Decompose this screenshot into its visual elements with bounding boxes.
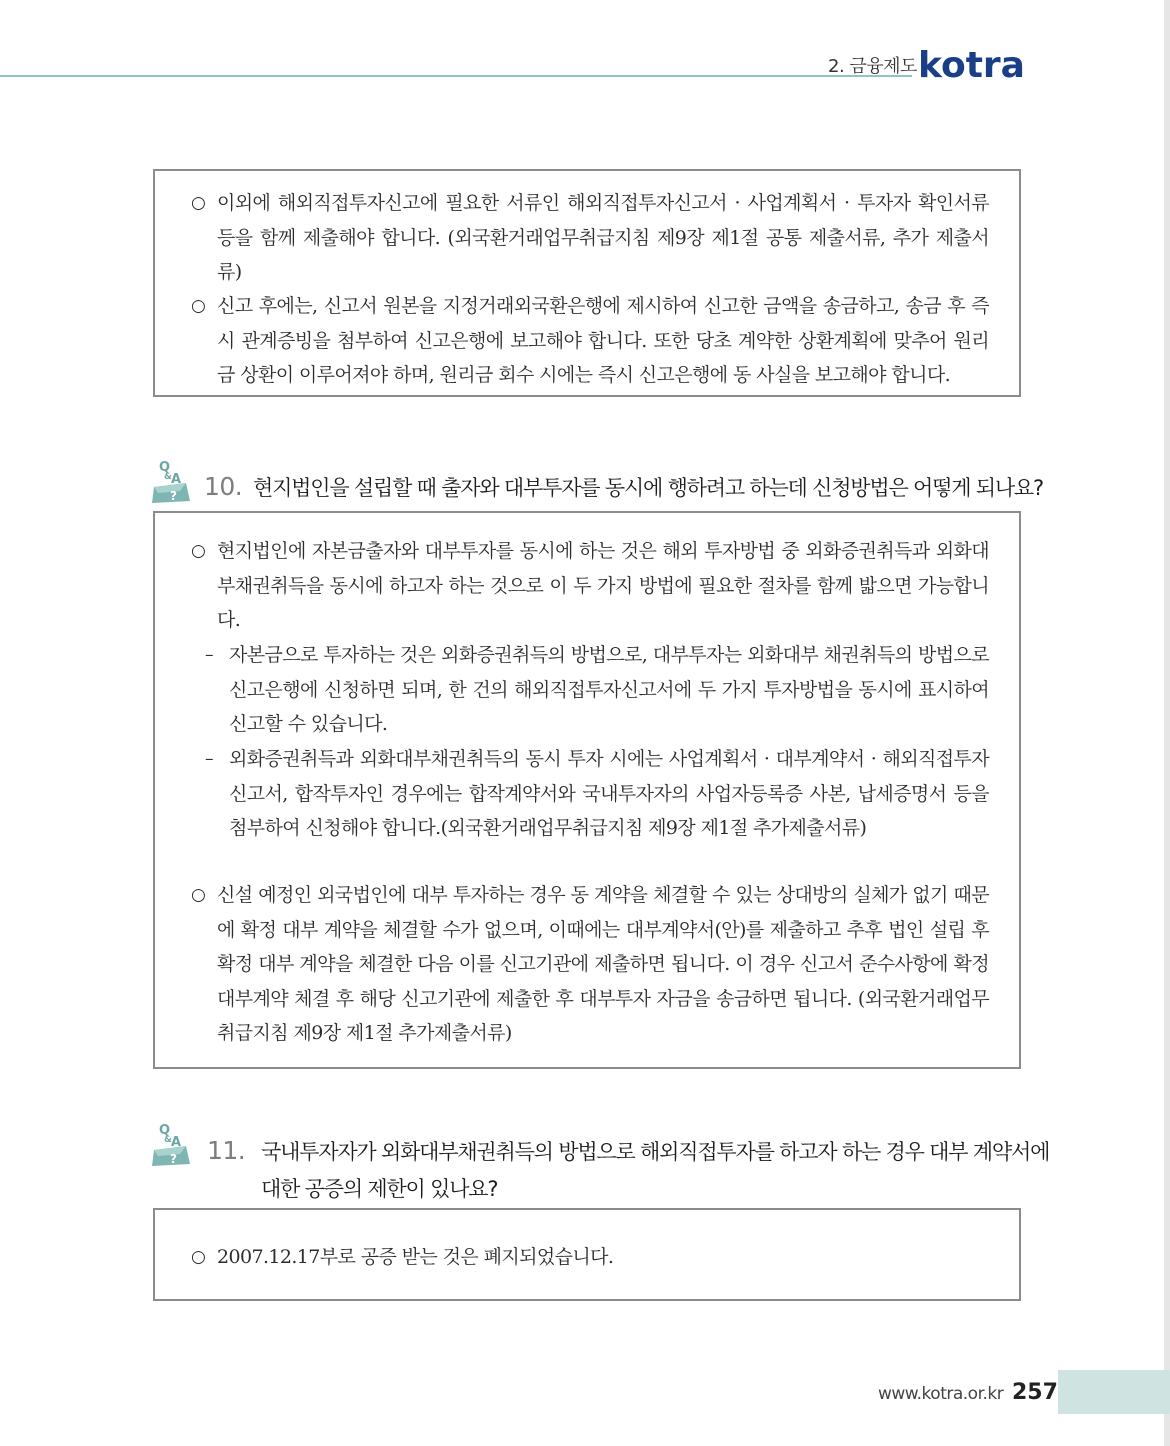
dash-item [205, 638, 989, 742]
qa-icon [150, 1120, 194, 1166]
bullet-text: 현지법인에 자본금출자와 대부투자를 동시에 하는 것은 해외 투자방법 중 외화증권취득과 외화대부채권취득을 동시에 하고자 하는 것으로 이 두 가지 방법에 필요한 절차를 함께 밟으면 가능합니다. [217, 540, 989, 631]
qa-icon [150, 457, 194, 503]
bullet-mark: ○ [191, 885, 206, 905]
bullet-text: 신고 후에는, 신고서 원본을 지정거래외국환은행에 제시하여 신고한 금액을 송금하고, 송금 후 즉시 관계증빙을 첨부하여 신고은행에 보고해야 합니다. 또한 당초 계약한 상환계획에 맞추어 원리금 상환이 이루어져야 하며, 원리금 회수 시에는 즉시 신고은행에 동 사실을 보고해야 합니다. [217, 295, 989, 386]
page-number: 257 [1012, 1380, 1058, 1405]
section-title: 2. 금융제도 [828, 56, 917, 77]
bullet-text: 이외에 해외직접투자신고에 필요한 서류인 해외직접투자신고서 · 사업계획서 · 투자자 확인서류 등을 함께 제출해야 합니다. (외국환거래업무취급지침 제9장 제1절 공통 제출서류, 추가 제출서류) [217, 192, 989, 283]
header-rule [0, 75, 912, 77]
svg-text:?: ? [170, 1152, 177, 1166]
footer-band [1058, 1370, 1170, 1414]
bullet-text: 신설 예정인 외국법인에 대부 투자하는 경우 동 계약을 체결할 수 있는 상대방의 실체가 없기 때문에 확정 대부 계약을 체결할 수가 없으며, 이때에는 대부계약서(안)를 제출하고 추후 법인 설립 후 확정 대부 계약을 체결한 다음 이를 신고기관에 제출하면 됩니다. 이 경우 신고서 준수사항에 확정 대부계약 체결 후 해당 신고기관에 제출한 후 대부투자 자금을 송금하면 됩니다. (외국환거래업무취급지침 제9장 제1절 추가제출서류) [217, 884, 989, 1044]
svg-text:A: A [171, 472, 182, 487]
bullet-mark: ○ [191, 1247, 206, 1267]
svg-text:Q: Q [159, 460, 171, 475]
svg-text:Q: Q [159, 1123, 171, 1138]
question-title: 현지법인을 설립할 때 출자와 대부투자를 동시에 행하려고 하는데 신청방법은 어떻게 되나요? [253, 476, 1043, 500]
bullet-text: 2007.12.17부로 공증 받는 것은 폐지되었습니다. [217, 1246, 614, 1268]
bullet-mark: ○ [191, 296, 206, 316]
answer-box-11 [153, 1208, 1021, 1301]
dash-text: 자본금으로 투자하는 것은 외화증권취득의 방법으로, 대부투자는 외화대부 채권취득의 방법으로 신고은행에 신청하면 되며, 한 건의 해외직접투자신고서에 두 가지 투자방법을 동시에 표시하여 신고할 수 있습니다. [229, 644, 989, 735]
kotra-logo: kotra [918, 45, 1025, 86]
bullet-item [191, 289, 989, 393]
bullet-mark: ○ [191, 541, 206, 561]
dash-item [205, 742, 989, 846]
bullet-item [191, 186, 989, 290]
question-title-line1: 국내투자자가 외화대부채권취득의 방법으로 해외직접투자를 하고자 하는 경우 대부 계약서에 [261, 1140, 1050, 1164]
answer-box-10 [153, 511, 1021, 1069]
question-number: 11. [207, 1136, 246, 1165]
info-box-1 [153, 169, 1021, 397]
svg-text:?: ? [170, 489, 177, 503]
dash-text: 외화증권취득과 외화대부채권취득의 동시 투자 시에는 사업계획서 · 대부계약서 · 해외직접투자신고서, 합작투자인 경우에는 합작계약서와 국내투자자의 사업자등록증 사본, 납세증명서 등을 첨부하여 신청해야 합니다.(외국환거래업무취급지침 제9장 제1절 추가제출서류) [229, 748, 989, 839]
svg-text:&: & [164, 1135, 172, 1145]
bullet-item [191, 1240, 989, 1275]
svg-text:&: & [164, 472, 172, 482]
bullet-item [191, 534, 989, 638]
bullet-item [191, 878, 989, 1051]
page-edge-strip [1164, 0, 1170, 1446]
dash-mark: – [205, 645, 213, 665]
question-title-line2: 대한 공증의 제한이 있나요? [261, 1177, 498, 1201]
dash-mark: – [205, 749, 213, 769]
svg-text:A: A [171, 1135, 182, 1150]
footer-url: www.kotra.or.kr [878, 1384, 1004, 1404]
bullet-mark: ○ [191, 193, 206, 213]
question-number: 10. [204, 472, 243, 501]
